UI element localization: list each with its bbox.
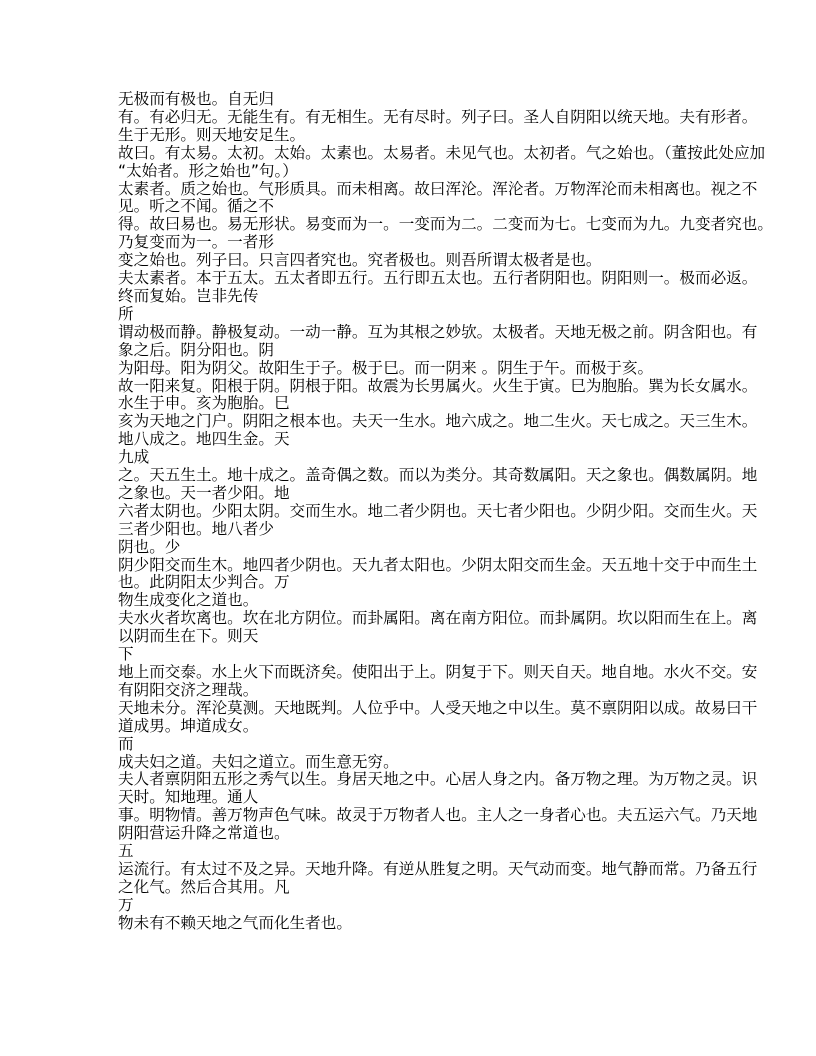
- text-line: 天时。知地理。通人: [118, 788, 259, 807]
- text-line: 故曰。有太易。太初。太始。太素也。太易者。未见气也。太初者。气之始也。（董按此处应加: [118, 143, 766, 162]
- text-line: 生于无形。则天地安足生。: [118, 125, 306, 144]
- text-line: 终而复始。岂非先传: [118, 286, 259, 305]
- text-line: 有。有必归无。无能生有。有无相生。无有尽时。列子曰。圣人自阴阳以统天地。夫有形者。: [118, 107, 758, 126]
- text-line: 故一阳来复。阳根于阴。阴根于阳。故震为长男属火。火生于寅。巳为胞胎。巽为长女属水。: [118, 376, 758, 395]
- text-line: 夫人者禀阴阳五形之秀气以生。身居天地之中。心居人身之内。备万物之理。为万物之灵。识: [118, 770, 758, 789]
- text-line: 谓动极而静。静极复动。一动一静。互为其根之妙欤。太极者。天地无极之前。阴含阳也。有: [118, 322, 758, 341]
- text-line: 九成: [118, 448, 150, 467]
- document-body: [118, 90, 773, 933]
- text-line: 见。听之不闻。循之不: [118, 197, 274, 216]
- text-line: 以阴而生在下。则天: [118, 627, 259, 646]
- text-line: 也。此阴阳太少判合。万: [118, 573, 290, 592]
- text-line: 为阳母。阳为阴父。故阳生于子。极于巳。而一阴来 。阴生于午。而极于亥。: [118, 358, 654, 377]
- text-line: “太始者。形之始也”句。）: [118, 161, 298, 180]
- text-line: 无极而有极也。自无归: [118, 90, 274, 108]
- text-line: 地上而交泰。水上火下而既济矣。使阳出于上。阴复于下。则天自天。地自地。水火不交。安: [118, 663, 758, 681]
- text-line: 三者少阳也。地八者少: [118, 519, 274, 538]
- text-line: 有阴阳交济之理哉。: [118, 680, 259, 699]
- text-line: 万: [118, 895, 134, 914]
- text-line: 道成男。坤道成女。: [118, 716, 259, 735]
- text-line: 象之后。阴分阳也。阴: [118, 340, 274, 359]
- text-line: 水生于申。亥为胞胎。巳: [118, 394, 290, 413]
- text-line: 天地未分。浑沦莫测。天地既判。人位乎中。人受天地之中以生。莫不禀阴阳以成。故易曰干: [118, 698, 758, 717]
- text-line: 夫水火者坎离也。坎在北方阴位。而卦属阳。离在南方阳位。而卦属阴。坎以阳而生在上。离: [118, 609, 758, 628]
- text-line: 下: [118, 645, 134, 664]
- text-line: 所: [118, 304, 134, 323]
- text-line: 得。故曰易也。易无形状。易变而为一。一变而为二。二变而为七。七变而为九。九变者究也。: [118, 215, 773, 234]
- text-line: 运流行。有太过不及之异。天地升降。有逆从胜复之明。天气动而变。地气静而常。乃备五行: [118, 859, 758, 878]
- text-line: 之象也。天一者少阳。地: [118, 483, 290, 502]
- text-line: 阴少阳交而生木。地四者少阴也。天九者太阳也。少阴太阳交而生金。天五地十交于中而生土: [118, 555, 758, 574]
- text-line: 事。明物情。善万物声色气味。故灵于万物者人也。主人之一身者心也。夫五运六气。乃天地: [118, 806, 758, 825]
- text-line: 夫太素者。本于五太。五太者即五行。五行即五太也。五行者阴阳也。阴阳则一。极而必返。: [118, 269, 758, 288]
- text-line: 地八成之。地四生金。天: [118, 430, 290, 449]
- text-line: 阴阳营运升降之常道也。: [118, 824, 290, 843]
- text-line: 太素者。质之始也。气形质具。而未相离。故曰浑沦。浑沦者。万物浑沦而未相离也。视之不: [118, 179, 758, 198]
- text-line: 之化气。然后合其用。凡: [118, 877, 290, 896]
- text-line: 乃复变而为一。一者形: [118, 233, 274, 252]
- text-line: 物未有不赖天地之气而化生者也。: [118, 913, 352, 932]
- text-line: 成夫妇之道。夫妇之道立。而生意无穷。: [118, 752, 399, 771]
- text-line: 变之始也。列子曰。只言四者究也。究者极也。则吾所谓太极者是也。: [118, 251, 602, 270]
- text-line: 物生成变化之道也。: [118, 591, 259, 610]
- text-line: 而: [118, 734, 134, 753]
- text-line: 之。天五生土。地十成之。盖奇偶之数。而以为类分。其奇数属阳。天之象也。偶数属阴。地: [118, 466, 758, 485]
- text-line: 阴也。少: [118, 537, 181, 556]
- text-line: 亥为天地之门户。阴阳之根本也。夫天一生水。地六成之。地二生火。天七成之。天三生木。: [118, 412, 758, 431]
- text-line: 五: [118, 842, 134, 861]
- text-line: 六者太阴也。少阳太阴。交而生水。地二者少阴也。天七者少阳也。少阴少阳。交而生火。天: [118, 501, 758, 520]
